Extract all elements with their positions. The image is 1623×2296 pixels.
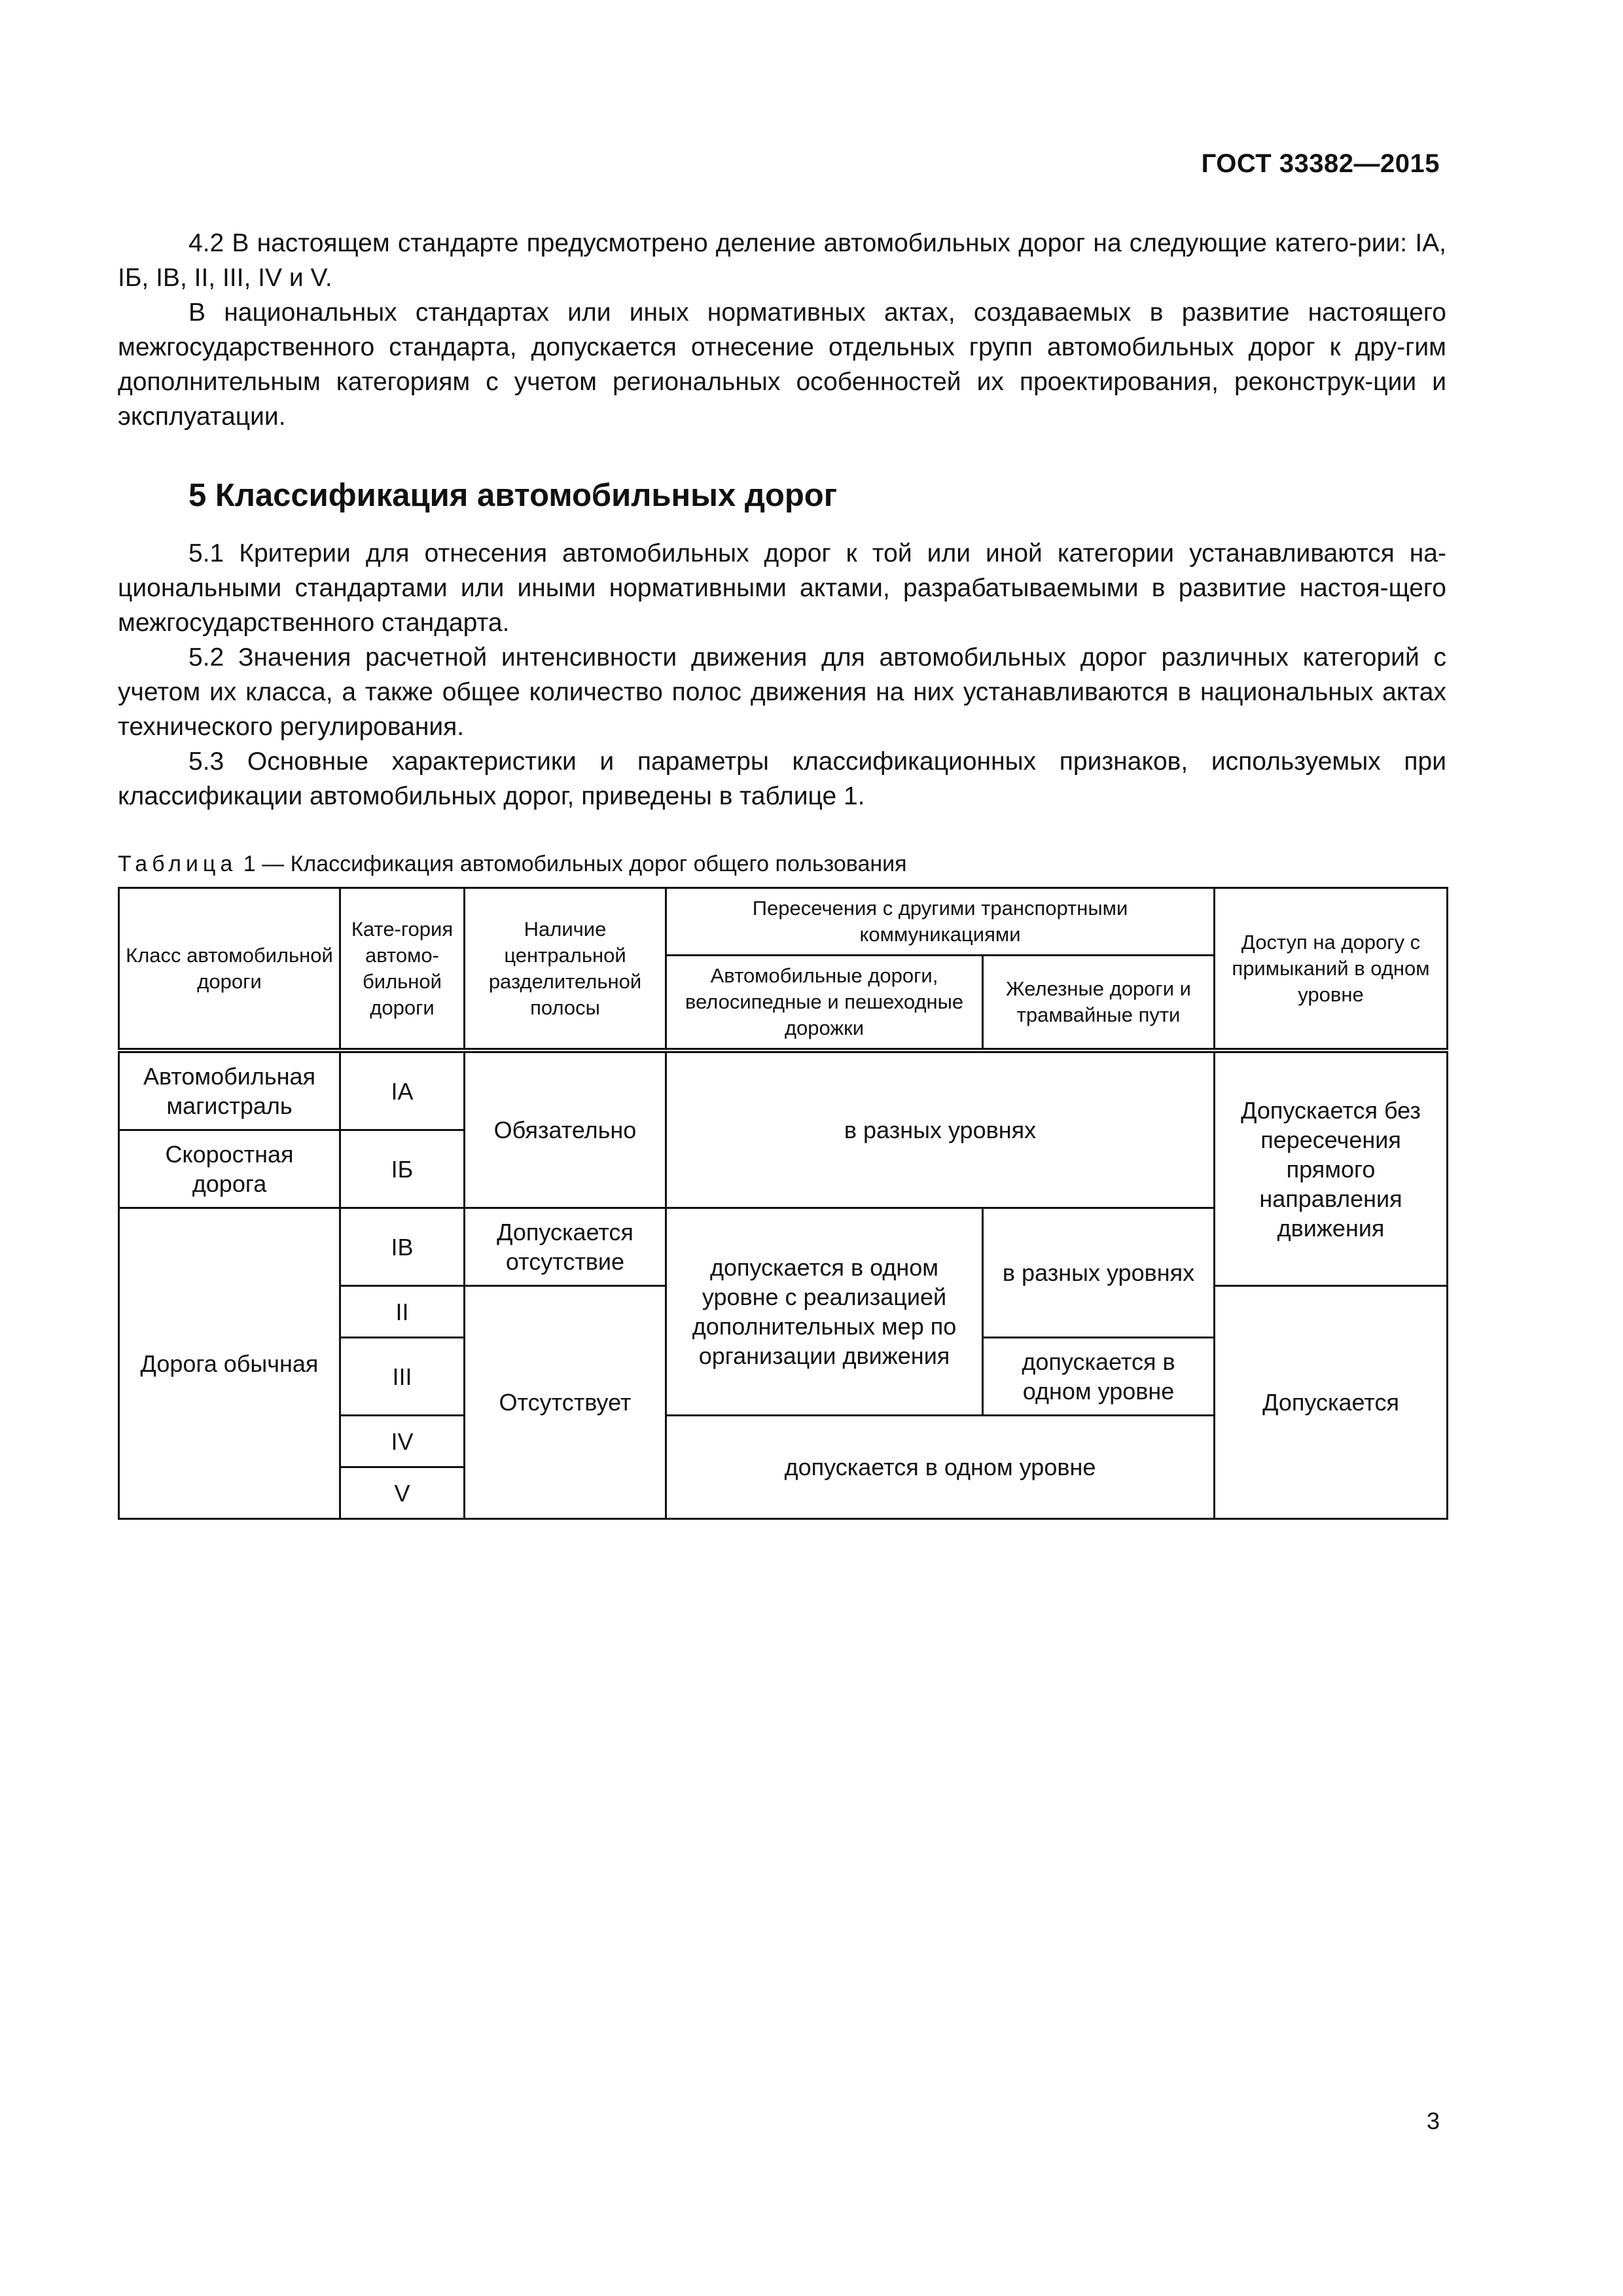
category-cell: IБ xyxy=(340,1130,465,1208)
category-cell: III xyxy=(340,1338,465,1416)
median-cell: Отсутствует xyxy=(465,1286,666,1519)
header-crossings: Пересечения с другими транспортными коммуникациями xyxy=(666,888,1215,956)
paragraph-4-2: 4.2 В настоящем стандарте предусмотрено деление автомобильных дорог на следующие катего-рии: IA, IБ, IB, II, III, IV и V. xyxy=(118,229,1446,292)
header-cross-roads: Автомобильные дороги, велосипедные и пешеходные дорожки xyxy=(666,956,983,1051)
header-cross-rail: Железные дороги и трамвайные пути xyxy=(983,956,1215,1051)
category-cell: V xyxy=(340,1467,465,1519)
category-cell: IA xyxy=(340,1050,465,1130)
paragraph-5-3: 5.3 Основные характеристики и параметры классификационных признаков, используемых при классификации автомобильных дорог, приведены в таблице 1. xyxy=(118,747,1446,810)
crossings-rail-cell: допускается в одном уровне xyxy=(983,1338,1215,1416)
paragraph-5-2: 5.2 Значения расчетной интенсивности движения для автомобильных дорог различных категорий с учетом их класса, а также общее количество полос движения на них устанавливаются в национальных актах технического регулирования. xyxy=(118,643,1446,741)
classification-table xyxy=(118,887,1448,1520)
table-caption-title: 1 — Классификация автомобильных дорог общего пользования xyxy=(243,852,907,876)
crossings-cell: в разных уровнях xyxy=(666,1050,1215,1208)
median-cell: Обязательно xyxy=(465,1050,666,1208)
crossings-roads-cell: допускается в одном уровне с реализацией дополнительных мер по организации движения xyxy=(666,1208,983,1416)
crossings-cell: допускается в одном уровне xyxy=(666,1416,1215,1519)
table-caption-prefix: Таблица xyxy=(118,852,238,876)
document-id: ГОСТ 33382—2015 xyxy=(1201,149,1440,178)
page-content xyxy=(118,226,1446,1520)
table-row xyxy=(119,1050,1448,1130)
class-cell: Скоростная дорога xyxy=(119,1130,340,1208)
class-cell: Дорога обычная xyxy=(119,1208,340,1519)
category-cell: IB xyxy=(340,1208,465,1286)
page-number: 3 xyxy=(1426,2108,1440,2134)
table-caption xyxy=(118,850,1446,878)
header-category: Кате-гория автомо-бильной дороги xyxy=(340,888,465,1051)
crossings-rail-cell: в разных уровнях xyxy=(983,1208,1215,1338)
access-cell: Допускается xyxy=(1215,1286,1448,1519)
category-cell: II xyxy=(340,1286,465,1338)
category-cell: IV xyxy=(340,1416,465,1467)
paragraph-5-1: 5.1 Критерии для отнесения автомобильных дорог к той или иной категории устанавливаются на-циональными стандартами или иными нормативными актами, разрабатываемыми в развитие настоя-щего межгосударственного стандарта. xyxy=(118,539,1446,637)
section-5-title: 5 Классификация автомобильных дорог xyxy=(188,478,838,513)
paragraph-4-2-continued: В национальных стандартах или иных нормативных актах, создаваемых в развитие настоящего межгосударственного стандарта, допускается отнесение отдельных групп автомобильных дорог к дру-гим дополнительным категориям с учетом региональных особенностей их проектирования, реконструк-ции и эксплуатации. xyxy=(118,298,1446,431)
median-cell: Допускается отсутствие xyxy=(465,1208,666,1286)
header-class: Класс автомобильной дороги xyxy=(119,888,340,1051)
header-access: Доступ на дорогу с примыканий в одном уровне xyxy=(1215,888,1448,1051)
header-median: Наличие центральной разделительной полосы xyxy=(465,888,666,1051)
access-cell: Допускается без пересечения прямого направления движения xyxy=(1215,1050,1448,1286)
class-cell: Автомобильная магистраль xyxy=(119,1050,340,1130)
